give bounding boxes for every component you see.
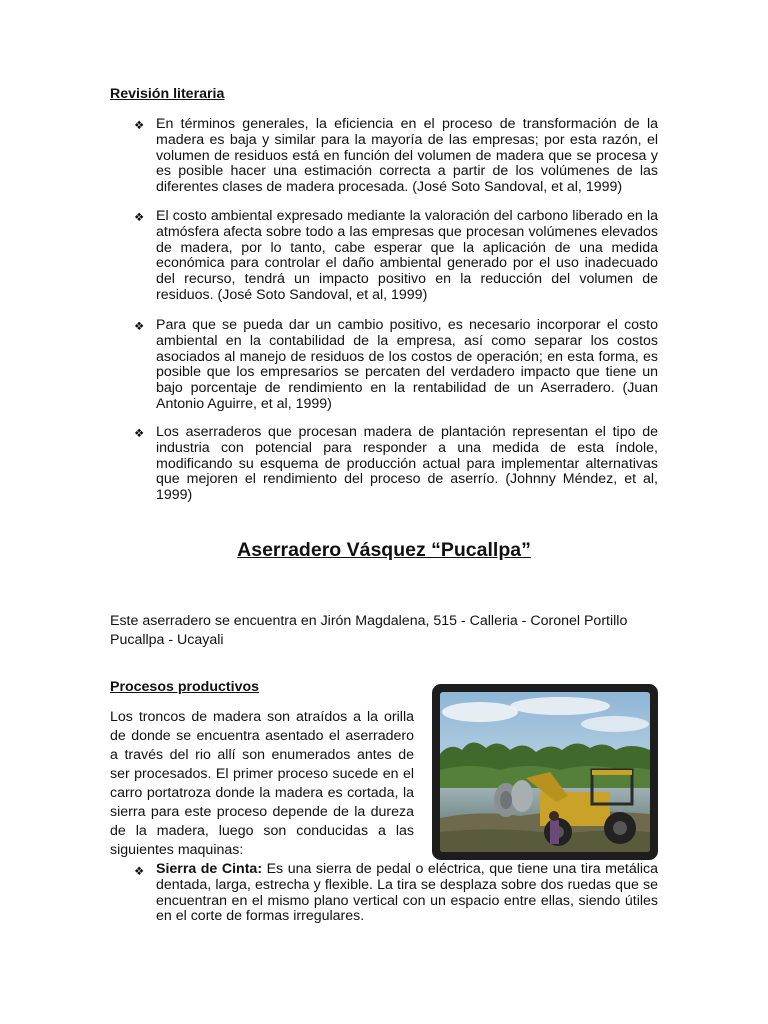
sawmill-address <box>110 612 627 650</box>
address-line-1: Este aserradero se encuentra en Jirón Magdalena, 515 - Calleria - Coronel Portillo <box>110 613 628 629</box>
band-saw-term: Sierra de Cinta: <box>156 861 263 877</box>
bullet-diamond-icon: ❖ <box>134 428 145 440</box>
bullet-diamond-icon: ❖ <box>134 321 145 333</box>
sawmill-photo-frame <box>432 684 658 860</box>
literature-heading: Revisión literaria <box>110 86 225 102</box>
literature-bullet-3: Para que se pueda dar un cambio positivo, es necesario incorporar el costo ambiental en la contabilidad de la empresa, así como separar los costos asociados al manejo de residuos de los costos de operación; en esta forma, es posible que los empresarios se percaten del verdadero impacto que tiene un bajo porcentaje de rendimiento en la rentabilidad de un Aserradero. (Juan Antonio Aguirre, et al, 1999) <box>156 317 658 412</box>
literature-bullet-1: En términos generales, la eficiencia en el proceso de transformación de la madera es baja y similar para la mayoría de las empresas; por esta razón, el volumen de residuos está en función del volumen de madera que se procesa y es posible hacer una estimación correcta a partir de los volúmenes de las diferentes clases de madera procesada. (José Soto Sandoval, et al, 1999) <box>156 116 658 196</box>
literature-bullet-2: El costo ambiental expresado mediante la valoración del carbono liberado en la atmósfera afecta sobre todo a las empresas que procesan volúmenes elevados de madera, por lo tanto, cabe esperar que la aplicación de una medida económica para controlar el daño ambiental generado por el uso inadecuado del recurso, tendrá un impacto positivo en la reducción del volumen de residuos. (José Soto Sandoval, et al, 1999) <box>156 208 658 303</box>
band-saw-paragraph <box>156 862 658 925</box>
bullet-diamond-icon: ❖ <box>134 866 145 878</box>
band-saw-description: Es una sierra de pedal o eléctrica, que tiene una tira metálica dentada, larga, estrecha y flexible. La tira se desplaza sobre dos ruedas que se encuentran en el mismo plano vertical con un espacio entre ellas, siendo útiles en el corte de formas irregulares. <box>156 861 658 925</box>
processes-heading: Procesos productivos <box>110 679 260 695</box>
address-line-2: Pucallpa - Ucayali <box>110 632 224 648</box>
sawmill-title: Aserradero Vásquez “Pucallpa” <box>237 539 531 561</box>
processes-text: Los troncos de madera son atraídos a la orilla de donde se encuentra asentado el aserradero a través del rio allí son enumerados antes de ser procesados. El primer proceso sucede en el carro portatroza donde la madera es cortada, la sierra para este proceso depende de la dureza de la madera, luego son conducidas a las siguientes maquinas: <box>110 709 414 858</box>
bullet-diamond-icon: ❖ <box>134 120 145 132</box>
literature-bullet-4: Los aserraderos que procesan madera de plantación representan el tipo de industria con potencial para responder a una medida de esta índole, modificando su esquema de producción actual para implementar alternativas que mejoren el rendimiento del proceso de aserrío. (Johnny Méndez, et al, 1999) <box>156 424 658 504</box>
bullet-diamond-icon: ❖ <box>134 212 145 224</box>
loader-photo-icon <box>440 692 650 852</box>
